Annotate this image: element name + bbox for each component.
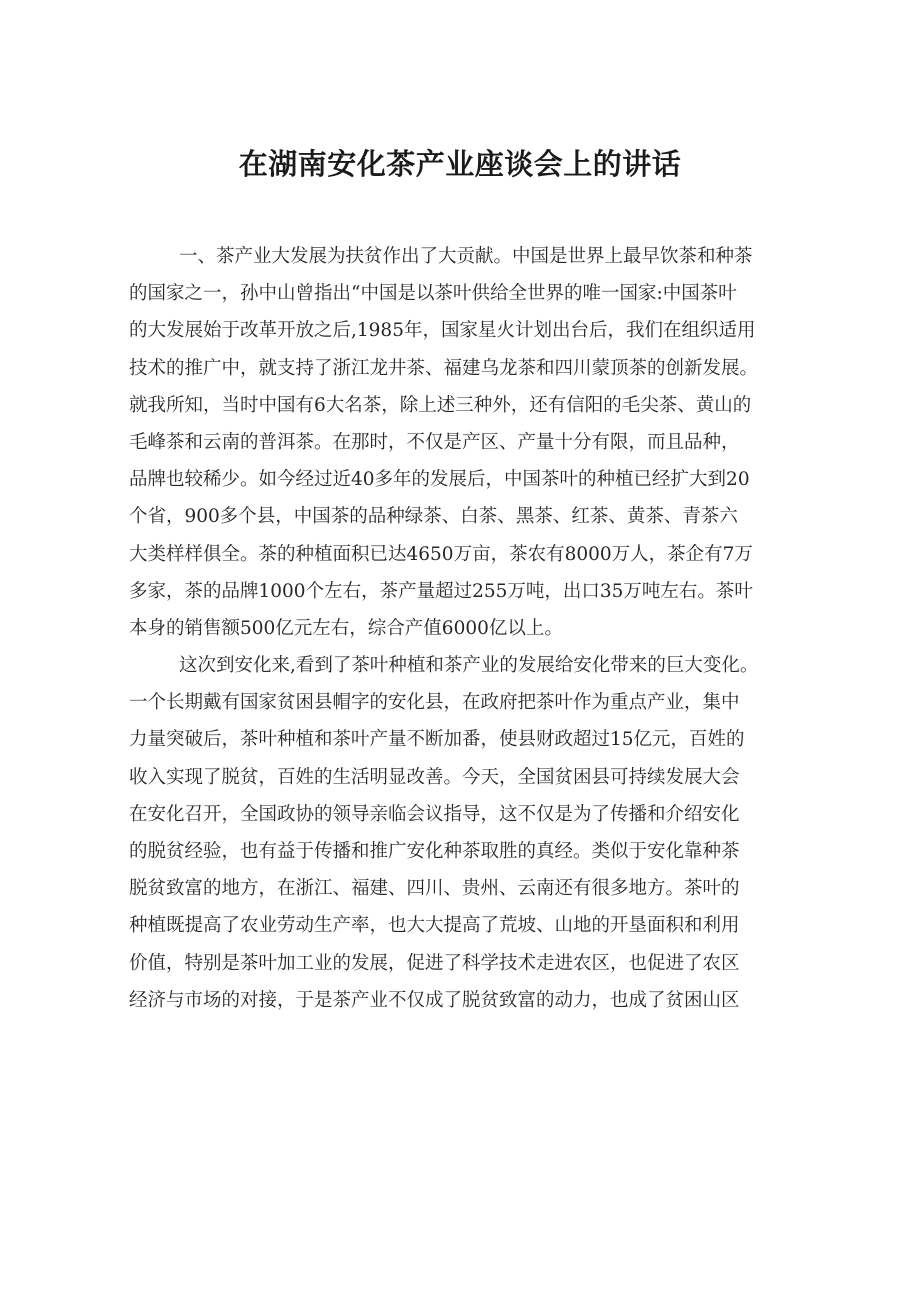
paragraph-line: 经济与市场的对接，于是茶产业不仅成了脱贫致富的动力，也成了贫困山区 — [129, 989, 740, 1011]
paragraph-line: 的脱贫经验，也有益于传播和推广安化种茶取胜的真经。类似于安化靠种茶 — [129, 841, 740, 862]
paragraph-line: 毛峰茶和云南的普洱茶。在那时，不仅是产区、产量十分有限，而且品种， — [129, 431, 740, 453]
paragraph-line: 多家，茶的品牌1000个左右，茶产量超过255万吨，出口35万吨左右。茶叶 — [129, 580, 753, 602]
paragraph-line: 技术的推广中，就支持了浙江龙井茶、福建乌龙茶和四川蒙顶茶的创新发展。 — [129, 357, 759, 379]
paragraph-line: 的国家之一，孙中山曾指出“中国是以茶叶供给全世界的唯一国家:中国茶叶 — [129, 283, 737, 305]
paragraph-line: 力量突破后，茶叶种植和茶叶产量不断加番，使县财政超过15亿元，百姓的 — [129, 729, 745, 751]
paragraph-line: 价值，特别是茶叶加工业的发展，促进了科学技术走进农区，也促进了农区 — [129, 952, 740, 974]
document-title: 在湖南安化茶产业座谈会上的讲话 — [238, 147, 682, 181]
paragraph-line: 的大发展始于改革开放之后,1985年，国家星火计划出台后，我们在组织适用 — [129, 320, 756, 342]
paragraph-line: 品牌也较稀少。如今经过近40多年的发展后，中国茶叶的种植已经扩大到20 — [129, 469, 750, 491]
paragraph-line: 就我所知，当时中国有6大名茶，除上述三种外，还有信阳的毛尖茶、黄山的 — [129, 394, 752, 416]
paragraph-line: 这次到安化来,看到了茶叶种植和茶产业的发展给安化带来的巨大变化。 — [179, 655, 759, 677]
paragraph-line: 在安化召开，全国政协的领导亲临会议指导，这不仅是为了传播和介绍安化 — [129, 803, 740, 825]
paragraph-line: 脱贫致富的地方，在浙江、福建、四川、贵州、云南还有很多地方。茶叶的 — [129, 878, 740, 900]
paragraph-line: 本身的销售额500亿元左右，综合产值6000亿以上。 — [129, 617, 563, 639]
paragraph-line: 个省，900多个县，中国茶的品种绿茶、白茶、黑茶、红茶、黄茶、青茶六 — [129, 506, 738, 528]
document-body — [129, 238, 801, 1019]
paragraph-line: 一、茶产业大发展为扶贫作出了大贡献。中国是世界上最早饮茶和种茶 — [179, 246, 753, 267]
paragraph-line: 大类样样俱全。茶的种植面积已达4650万亩，茶农有8000万人，茶企有7万 — [129, 543, 753, 565]
paragraph-line: 种植既提高了农业劳动生产率，也大大提高了荒坡、山地的开垦面积和利用 — [129, 915, 740, 937]
paragraph-line: 一个长期戴有国家贫困县帽字的安化县，在政府把茶叶作为重点产业，集中 — [129, 692, 740, 714]
paragraph-line: 收入实现了脱贫，百姓的生活明显改善。今天，全国贫困县可持续发展大会 — [129, 766, 740, 788]
